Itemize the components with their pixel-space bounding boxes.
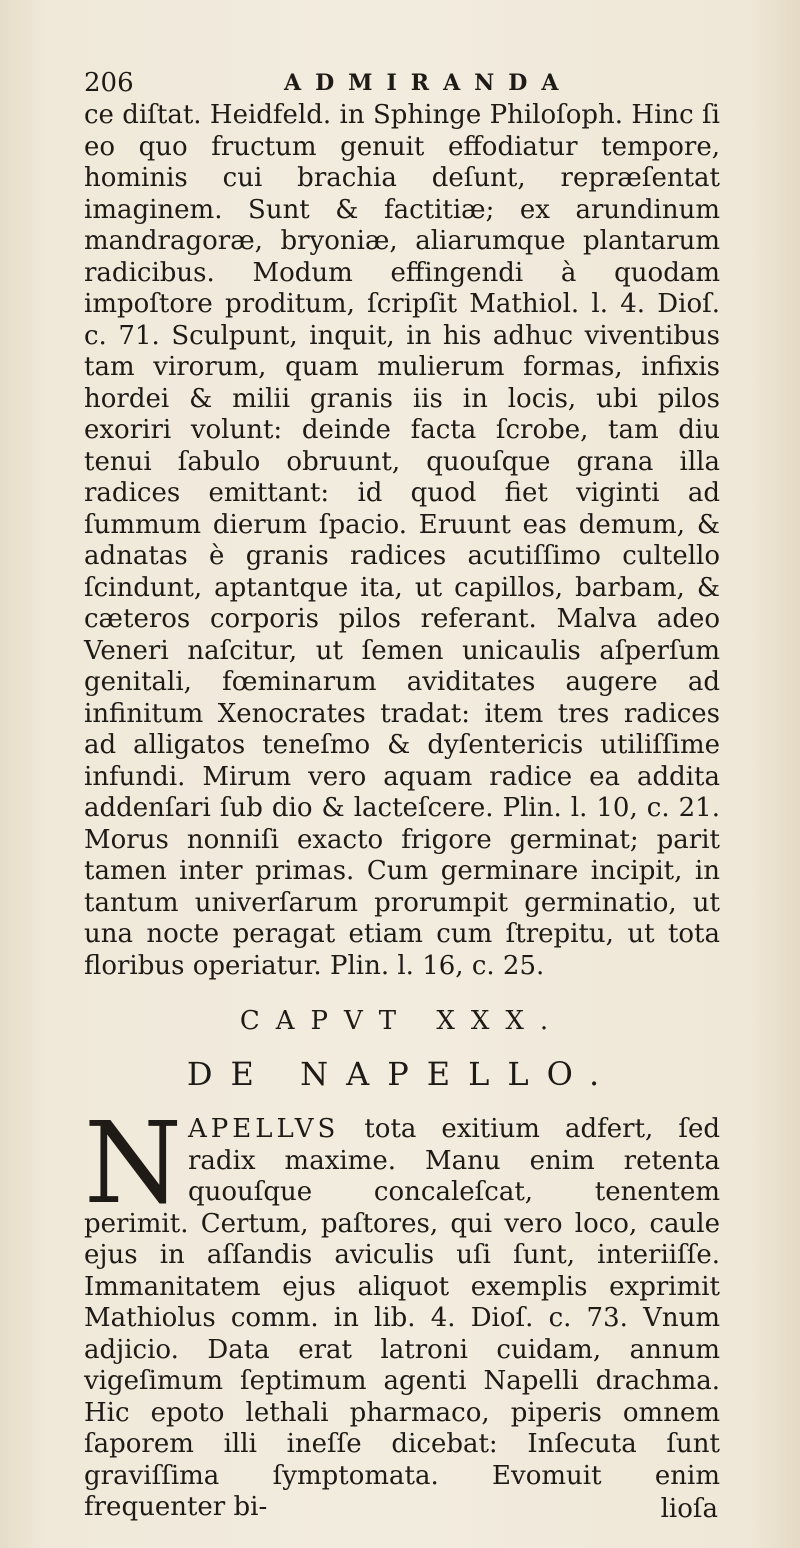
paragraph-2-text: tota exitium adfert, ſed radix maxime. Manu enim retenta quouſque concaleſcat, tenentem perimit. Certum, paſtores, qui vero loco, caule ejus in aſſandis aviculis uſi ſunt, interiiſſe. Immanitatem ejus aliquot exemplis exprimit Mathiolus comm. in lib. 4. Dioſ. c. 73. Vnum adjicio. Data erat latroni cuidam, annum vigeſimum ſeptimum agenti Napelli drachma. Hic epoto lethali pharmaco, piperis omnem ſaporem illi ineſſe dicebat: Inſecuta ſunt graviſſima ſymptomata. Evomuit enim frequenter bi-	[84, 1114, 720, 1522]
chapter-subtitle: DE NAPELLO.	[186, 1055, 618, 1093]
page-number: 206	[84, 68, 134, 98]
paragraph-1: ce diſtat. Heidfeld. in Sphinge Philoſoph. Hinc ſi eo quo fructum genuit effodiatur tempore, hominis cui brachia deſunt, repræſentat imaginem. Sunt & factitiæ; ex arundinum mandragoræ, bryoniæ, aliarumque plantarum radicibus. Modum effingendi à quodam impoſtore proditum, ſcripſit Mathiol. l. 4. Dioſ. c. 71. Sculpunt, inquit, in his adhuc viventibus tam virorum, quam mulierum formas, infixis hordei & milii granis iis in locis, ubi pilos exoriri volunt: deinde facta ſcrobe, tam diu tenui ſabulo obruunt, quouſque grana illa radices emittant: id quod fiet viginti ad ſummum dierum ſpacio. Eruunt eas demum, & adnatas è granis radices acutiſſimo cultello ſcindunt, aptantque ita, ut capillos, barbam, & cæteros corporis pilos referant. Malva adeo Veneri naſcitur, ut ſemen unicaulis aſperſum genitali, fœminarum aviditates augere ad infinitum Xenocrates tradat: item tres radices ad alligatos teneſmo & dyſentericis utiliſſime infundi. Mirum vero aquam radice ea addita addenſari ſub dio & lacteſcere. Plin. l. 10, c. 21. Morus nonniſi exacto frigore germinat; parit tamen inter primas. Cum germinare incipit, in tantum univerſarum prorumpit germinatio, ut una nocte peragat etiam cum ſtrepitu, ut tota floribus operiatur. Plin. l. 16, c. 25.	[84, 100, 720, 981]
catchword: lioſa	[660, 1494, 718, 1524]
chapter-title: CAPVT XXX.	[239, 1006, 565, 1036]
text-block	[84, 100, 720, 1524]
drop-capital: N	[84, 1099, 182, 1229]
paragraph-2-opening: APELLVS	[188, 1114, 340, 1144]
running-head: ADMIRANDA	[284, 70, 573, 96]
paragraph-2	[84, 1099, 720, 1524]
